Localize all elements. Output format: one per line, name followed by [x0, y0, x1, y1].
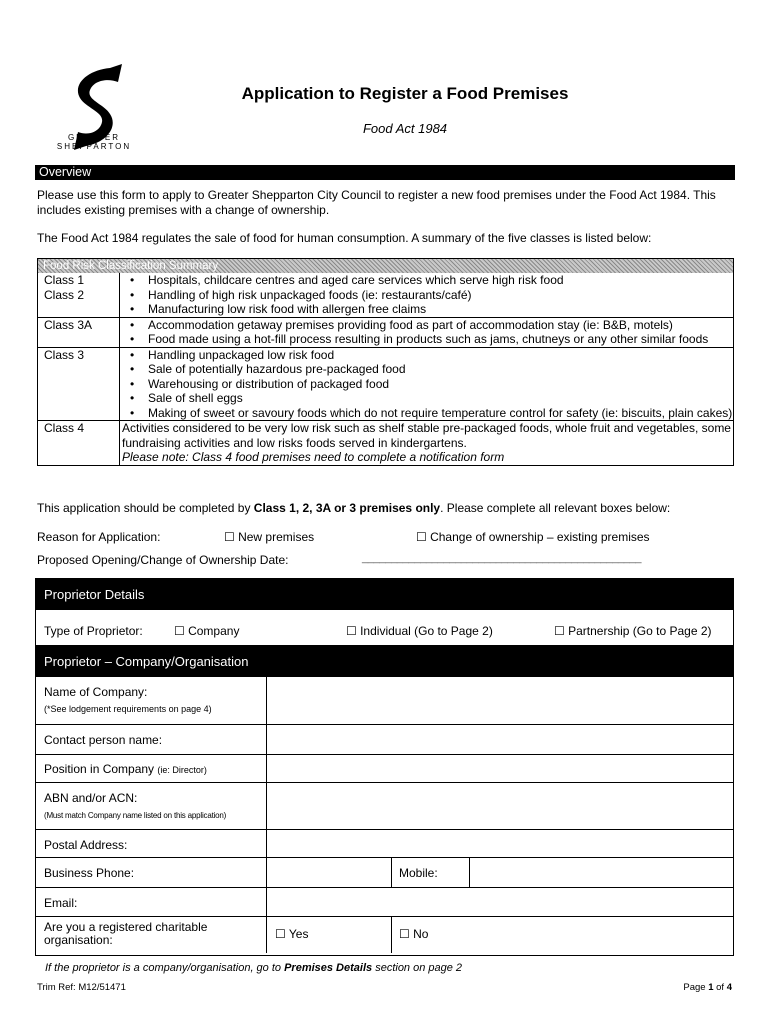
class-2-item: • Handling of high risk unpackaged foods (ie: restaurants/café)	[124, 288, 733, 303]
proprietor-type-label: Type of Proprietor:	[44, 624, 143, 638]
logo-wordmark	[48, 133, 140, 151]
company-name-row	[36, 677, 733, 724]
class-4-label: Class 4	[38, 421, 120, 465]
charity-yes-checkbox[interactable]: ☐ Yes	[267, 917, 392, 953]
email-row	[36, 887, 733, 916]
opening-date-label: Proposed Opening/Change of Ownership Date:	[37, 553, 289, 567]
proprietor-details-section	[35, 578, 734, 646]
class-1-row	[38, 273, 733, 288]
class-3-item: • Sale of shell eggs	[124, 391, 733, 406]
contact-label: Contact person name:	[36, 725, 267, 754]
page-subtitle: Food Act 1984	[362, 121, 448, 136]
company-name-note: (*See lodgement requirements on page 4)	[44, 704, 212, 714]
individual-checkbox[interactable]: ☐ Individual (Go to Page 2)	[346, 624, 493, 638]
page-current: 1	[708, 982, 714, 993]
class-2-label: Class 2	[38, 288, 120, 317]
position-field[interactable]	[267, 755, 733, 782]
trim-reference: Trim Ref: M12/51471	[37, 982, 126, 993]
page-title: Application to Register a Food Premises	[241, 84, 569, 103]
class-4-note: Please note: Class 4 food premises need to complete a notification form	[122, 450, 505, 464]
classification-heading: Food Risk Classification Summary	[38, 259, 733, 273]
class-3a-item: • Food made using a hot-fill process resulting in products such as jams, chutneys or any other similar foods	[124, 332, 733, 347]
completion-suffix: . Please complete all relevant boxes below:	[440, 501, 671, 515]
company-name-label: Name of Company:	[44, 685, 148, 699]
contact-field[interactable]	[267, 725, 733, 754]
business-phone-field[interactable]	[267, 858, 392, 887]
mobile-label: Mobile:	[392, 858, 470, 887]
footer-instruction	[45, 962, 462, 974]
class-3a-item: • Accommodation getaway premises providing food as part of accommodation stay (ie: B&B, motels)	[124, 318, 733, 333]
partnership-checkbox[interactable]: ☐ Partnership (Go to Page 2)	[554, 624, 712, 638]
contact-row	[36, 724, 733, 754]
position-note: (ie: Director)	[157, 765, 207, 775]
abn-field[interactable]	[267, 783, 733, 829]
charity-row	[36, 916, 733, 953]
class-3-item: • Making of sweet or savoury foods which do not require temperature control for safety (ie: biscuits, plain cakes)	[124, 406, 733, 421]
postal-row	[36, 829, 733, 857]
charity-label: Are you a registered charitable organisation:	[36, 917, 267, 953]
class-3-row	[38, 347, 733, 421]
position-label: Position in Company	[44, 762, 158, 776]
abn-row	[36, 782, 733, 829]
charity-no-checkbox[interactable]: ☐ No	[399, 927, 429, 941]
mobile-field[interactable]	[470, 858, 733, 887]
class-3a-label: Class 3A	[38, 318, 120, 347]
email-field[interactable]	[267, 888, 733, 916]
change-ownership-checkbox[interactable]: ☐ Change of ownership – existing premises	[416, 530, 650, 544]
postal-label: Postal Address:	[36, 830, 267, 857]
page-number	[683, 982, 732, 993]
classification-table	[37, 258, 734, 466]
class-3-item: • Sale of potentially hazardous pre-packaged food	[124, 362, 733, 377]
new-premises-checkbox[interactable]: ☐ New premises	[224, 530, 315, 544]
opening-date-field[interactable]: ________________________________________________	[362, 552, 642, 564]
company-section	[35, 646, 734, 956]
footer-note-prefix: If the proprietor is a company/organisation, go to	[45, 962, 285, 974]
position-row	[36, 754, 733, 782]
company-checkbox[interactable]: ☐ Company	[174, 624, 240, 638]
class-3a-row	[38, 317, 733, 347]
footer-note-bold: Premises Details	[284, 962, 373, 974]
completion-instruction	[37, 501, 670, 515]
overview-heading: Overview	[35, 165, 735, 180]
abn-label: ABN and/or ACN:	[44, 791, 138, 805]
logo-line-2: SHEPPARTON	[56, 142, 132, 151]
overview-paragraph-1: Please use this form to apply to Greater Shepparton City Council to register a new food premises under the Food Act 1984. This includes existing premises with a change of ownership.	[37, 188, 716, 217]
reason-label: Reason for Application:	[37, 530, 161, 544]
page-total: 4	[726, 982, 732, 993]
logo-line-1: GREATER	[67, 133, 121, 142]
class-4-row	[38, 420, 733, 465]
class-1-label: Class 1	[38, 273, 120, 288]
phone-row	[36, 857, 733, 887]
class-3-item: • Warehousing or distribution of packaged food	[124, 377, 733, 392]
class-1-item: • Hospitals, childcare centres and aged care services which serve high risk food	[124, 273, 733, 288]
postal-field[interactable]	[267, 830, 733, 857]
page-prefix: Page	[683, 982, 709, 993]
business-phone-label: Business Phone:	[36, 858, 267, 887]
class-2-item: • Manufacturing low risk food with allergen free claims	[124, 302, 733, 317]
email-label: Email:	[36, 888, 267, 916]
class-2-row	[38, 288, 733, 317]
footer-note-suffix: section on page 2	[372, 962, 463, 974]
completion-prefix: This application should be completed by	[37, 501, 254, 515]
overview-paragraph-2: The Food Act 1984 regulates the sale of food for human consumption. A summary of the five classes is listed below:	[37, 231, 652, 245]
class-3-label: Class 3	[38, 348, 120, 421]
completion-bold: Class 1, 2, 3A or 3 premises only	[253, 501, 441, 515]
abn-note: (Must match Company name listed on this application)	[44, 811, 227, 820]
class-4-text: Activities considered to be very low risk such as shelf stable pre-packaged foods, whole fruit and vegetables, some fundraising activities and low risks foods served in kindergartens.	[122, 421, 731, 450]
company-heading: Proprietor – Company/Organisation	[36, 646, 733, 677]
page-of: of	[713, 982, 727, 993]
proprietor-details-heading: Proprietor Details	[36, 579, 733, 610]
class-3-item: • Handling unpackaged low risk food	[124, 348, 733, 363]
company-name-field[interactable]	[267, 677, 733, 724]
